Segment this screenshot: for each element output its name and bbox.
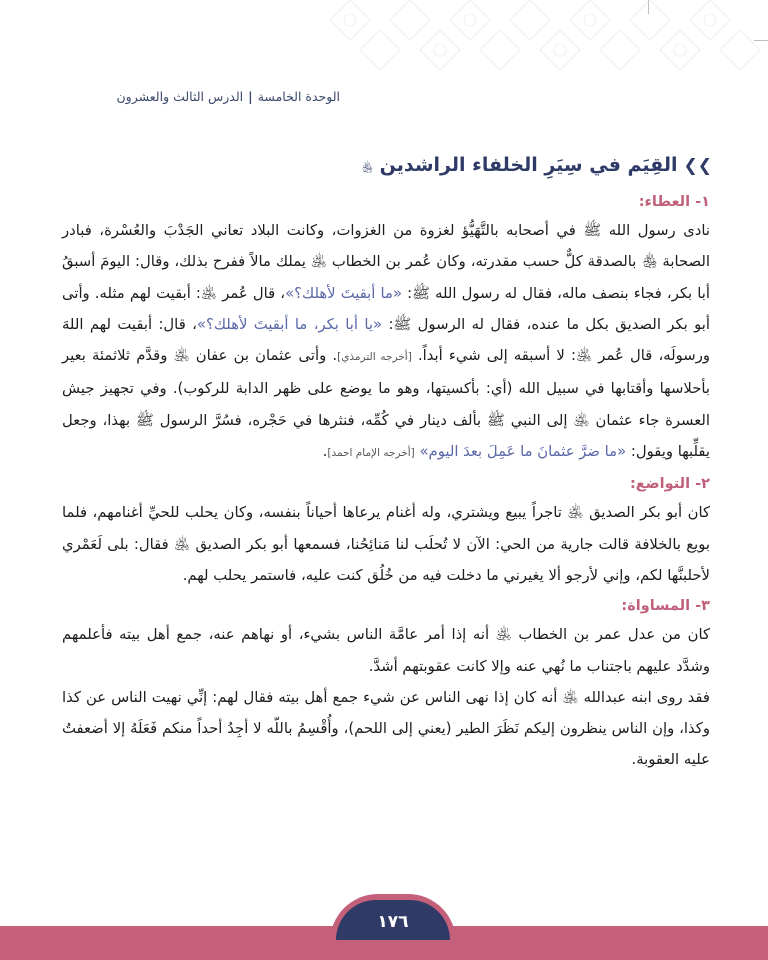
double-chevron-icon: ❯❯ xyxy=(683,156,712,176)
decorative-pattern xyxy=(330,0,768,85)
breadcrumb-separator: | xyxy=(248,89,253,104)
paragraph-text: فقد روى ابنه عبدالله ﵁ أنه كان إذا نهى الناس عن شيء جمع أهل بيته فقال لهم: إنِّي نهيت الناس عن كذا وكذا، وإن الناس ينظرون إليكم نَظَرَ الطير (يعني إلى اللحم)، وأُقْسِمُ باللّه لا أجِدُ أحداً منكم فَعَلَهُ إلا أضعفتُ عليه العقوبة. xyxy=(62,688,710,769)
hadith-quote: «يا أبا بكر، ما أبقيتَ لأهلك؟» xyxy=(196,315,383,333)
hadith-quote: «ما أبقيتَ لأهلك؟» xyxy=(285,284,402,302)
section-heading: ١- العطاء: xyxy=(638,194,710,210)
paragraph-text: . xyxy=(322,443,328,461)
citation: [أخرجه الترمذي] xyxy=(337,351,412,364)
citation: [أخرجه الإمام احمد] xyxy=(327,447,415,460)
section-heading: ٢- التواضع: xyxy=(629,476,710,493)
page-number: ١٧٦ xyxy=(377,912,409,932)
paragraph-text: نادى رسول الله ﷺ في أصحابه بالتَّهَيُّؤ لغزوة من الغزوات، وكانت البلاد تعاني الجَدْبَ والعُسْرة، فبادر الصحابة ﵃ بالصدقة كلٌّ حسب مقدرته، وكان عُمر بن الخطاب ﵁ يملك مالاً ففرح بذلك، وقال: اليومَ أسبقُ أبا بكر، فجاء بنصف ماله، فقال له رسول الله ﷺ: xyxy=(62,222,710,302)
paragraph-text: كان أبو بكر الصديق ﵁ تاجراً يبيع ويشتري، وله أغنام يرعاها أحياناً بنفسه، وكان يحلب للحيِّ أغنامهم، فلما بويع بالخلافة قالت جارية من الحي: الآن لا تُحلَب لنا مَنائِحُنا، فسمعها أبو بكر الصديق ﵁ فقال: بلى لَعَمْري لأحلبنَّها لكم، وإني لأرجو ألا يغيرني ما دخلت فيه من خُلُق كنت عليه، فاستمر يحلب لهم. xyxy=(62,504,710,584)
breadcrumb-unit: الوحدة الخامسة xyxy=(257,89,340,104)
paragraph-text: . وأتى عثمان بن عفان ﵁ وقدَّم ثلاثمئة بعير بأحلاسها وأقتابها في سبيل الله (أي: بأكسيتها، وهو ما يوضع على ظهر الدابة للركوب). وفي تجهيز جيش العسرة جاء عثمان ﵁ إلى النبي ﷺ بألف دينار في كُمِّه، فنثرها في حَجْره، فسُرَّ الرسول ﷺ بهذا، وجعل يقلِّبها ويقول: xyxy=(62,347,710,461)
section-heading: ٣- المساواة: xyxy=(621,598,710,615)
paragraph xyxy=(62,497,710,591)
hadith-quote: «ما ضرَّ عثمانَ ما عَمِلَ بعدَ اليوم» xyxy=(419,443,627,461)
breadcrumb-lesson: الدرس الثالث والعشرون xyxy=(116,89,244,104)
paragraph xyxy=(62,215,710,469)
paragraph xyxy=(62,619,710,682)
paragraph-text: ، قال عُمر ﵁: أبقيت لهم مثله. وأتى أبو بكر الصديق بكل ما عنده، فقال له الرسول ﷺ: xyxy=(62,284,710,333)
breadcrumb xyxy=(100,89,340,104)
section-title-text: القِيَم في سِيَرِ الخلفاء الراشدين xyxy=(379,154,678,176)
paragraph-text: ، قال: أبقيت لهم اللهَ ورسولَه، قال عُمر ﵁: لا أسبقه إلى شيء أبداً. xyxy=(62,315,710,365)
section-title xyxy=(72,154,712,177)
lesson-body xyxy=(62,187,710,776)
paragraph-text: كان من عدل عمر بن الخطاب ﵁ أنه إذا أمر عامَّة الناس بشيء، أو نهاهم عنه، جمع أهل بيته فأعلمهم وشدَّد عليهم باجتناب ما نُهي عنه وإلا كانت عقوبتهم أشدَّ. xyxy=(62,626,710,675)
honorific-mark: ﵃ xyxy=(360,161,374,174)
paragraph xyxy=(62,682,710,776)
